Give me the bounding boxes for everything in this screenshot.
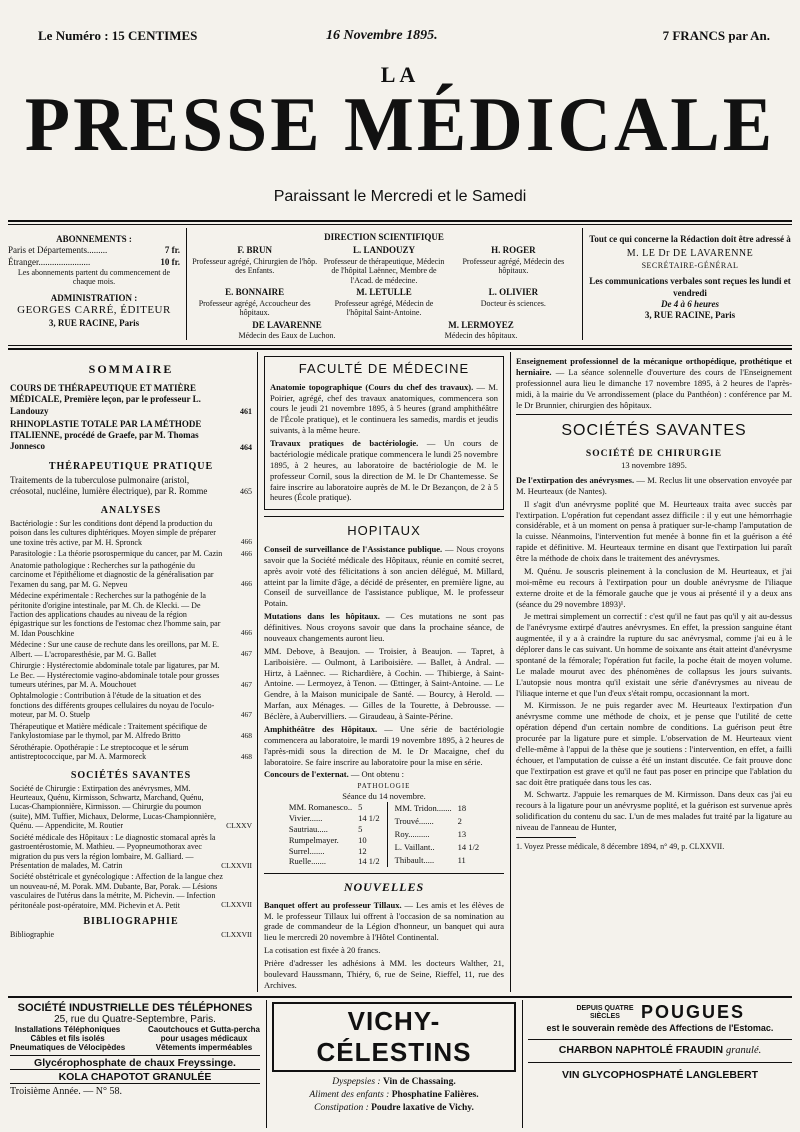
analysis-page: 466 bbox=[240, 537, 252, 547]
middle-column bbox=[264, 356, 504, 993]
right-column bbox=[516, 356, 792, 854]
abonnements-note: Les abonnements partent du commencement de chaque mois. bbox=[17, 267, 171, 287]
analysis-page: 468 bbox=[240, 751, 252, 761]
redaction-line2: Les communications verbales sont reçues les lundi et vendredi bbox=[589, 276, 791, 298]
result-row bbox=[392, 854, 482, 867]
director-card bbox=[192, 320, 382, 341]
nouvelles-section bbox=[264, 873, 504, 990]
result-row bbox=[286, 802, 383, 813]
ad-vichy-title: VICHY-CÉLESTINS bbox=[272, 1002, 516, 1072]
director-card bbox=[192, 245, 317, 285]
ad-glycero: Glycérophosphate de chaux Freyssinge. bbox=[10, 1055, 260, 1069]
societe-text: Société de Chirurgie : Extirpation des anévrysmes, MM. Heurteaux, Quénu, Kirmisson, Schwartz, Marchand, Quénu, Lucas-Championnière, Kirmisson. — Chirurgie du poumon (suite), MM. Tuffier, Michaux, Delorme, Lucas-Championnière, Quénu. — Appendicite, M. Routier bbox=[10, 783, 216, 831]
nouvelles-p1-text: — Les amis et les élèves de M. le professeur Tillaux lui offrent à l'occasion de sa nomination au grade de commandeur de la Légion d'honneur, un banquet qui aura lieu le mercredi 20 novembre à l'Hôtel Continental. bbox=[264, 899, 505, 943]
result-name: MM. Tridon....... bbox=[394, 803, 452, 814]
enseignement-paragraph bbox=[516, 356, 792, 410]
paris-price: 7 fr. bbox=[164, 245, 180, 256]
admin-address: 3, RUE RACINE, Paris bbox=[48, 317, 140, 328]
analysis-text: Médecine : Sur une cause de rechute dans les oreillons, par M. E. Albert. — L'acroparesthésie, par M. G. Ballet bbox=[10, 640, 220, 659]
annual-price: 7 FRANCS par An. bbox=[662, 28, 770, 43]
toc-item bbox=[10, 419, 252, 453]
director-card bbox=[192, 287, 317, 317]
redaction-role: SECRÉTAIRE-GÉNÉRAL bbox=[641, 260, 739, 270]
director-desc: Médecin des Eaux de Luchon. bbox=[238, 330, 336, 340]
issue-price: Le Numéro : 15 CENTIMES bbox=[38, 28, 198, 43]
hopitaux-paragraph: MM. Debove, à Beaujon. — Troisier, à Beaujon. — Tapret, à Lariboisière. — Oulmont, à Lariboisière. — Ballet, à Andral. — Hirtz, à Laënnec. — Richardière, à Cochin. — Thibierge, à Saint-Antoine. — Lermoyez, à Tenon. — Œttinger, à Saint-Antoine. — Le Gendre, à la Maison municipale de Santé. — Bourcy, à Herold. — Marfan, aux Ménages. — Gilles de la Tourette, à Debrousse. — Béclère, à Aubervilliers. — Giraudeau, à Sainte-Périne. bbox=[264, 645, 504, 721]
analysis-text: Médecine expérimentale : Recherches sur la pathogénie de la péritonite d'origine intestinale, par M. Ch. de Klecki. — De l'action des applications chaudes au niveau de la région épigastrique sur les fonctions de l'estomac chez l'homme sain, par M. Idan Pouschkine bbox=[10, 591, 221, 638]
ad-value: Phosphatine Falières. bbox=[391, 1089, 479, 1100]
analysis-item bbox=[10, 640, 252, 659]
analysis-item bbox=[10, 691, 252, 719]
hopitaux-paragraph bbox=[264, 611, 504, 644]
director-desc: Professeur agrégé, Accoucheur des hôpitaux. bbox=[198, 298, 311, 318]
director-desc: Médecin des hôpitaux. bbox=[444, 330, 518, 340]
analysis-text: Chirurgie : Hystérectomie abdominale totale par ligatures, par M. Le Bec. — Hystérectomie vagino-abdominale totale pour grosses tumeurs utérines, par M. A. Mouchouet bbox=[10, 661, 220, 689]
result-name: MM. Romanesco.. bbox=[288, 802, 353, 813]
hopitaux-p1-text: — Nous croyons savoir que la Société médicale des Hôpitaux, réunie en comité secret, après avoir voté des félicitations à son ancien délégué, M. Millard, atteint par la limite d'âge, a décidé de présenter, en première ligne, au Conseil de surveillance de l'assistance publique, M. le professeur Potain. bbox=[264, 543, 505, 609]
hopitaux-p4-title: Amphithéâtre des Hôpitaux. bbox=[264, 723, 378, 734]
result-name: Ruelle....... bbox=[288, 856, 326, 867]
editor-name: GEORGES CARRÉ, ÉDITEUR bbox=[17, 304, 171, 317]
ad-charbon bbox=[528, 1039, 792, 1056]
societe-p1-text: — M. Reclus lit une observation envoyée par M. Heurteaux (de Nantes). bbox=[516, 474, 792, 496]
societe-chirurgie-heading: SOCIÉTÉ DE CHIRURGIE bbox=[585, 448, 723, 459]
societe-text: Société obstétricale et gynécologique : Affection de la langue chez un nouveau-né, M. Porak. MM. Dubante, Bar, Porak. — Lésions vasculaires de l'utérus dans la métrite, M. Pichevin. — Infection péritonéale post-opératoire, MM. Pichevin et A. Petit bbox=[10, 872, 223, 910]
societe-text: Société médicale des Hôpitaux : Le diagnostic stomacal après la gastroentérostomie, M. Mathieu. — Pyopneumothorax avec migration du pus vers la région lombaire, M. Galliard. — Présentation de malades, M. Catrin bbox=[10, 832, 216, 870]
abonnements-box bbox=[8, 234, 180, 329]
analysis-item bbox=[10, 561, 252, 589]
concours-date: Séance du 14 novembre. bbox=[342, 791, 426, 802]
ad-label: Constipation : bbox=[314, 1102, 369, 1113]
faculte-p2-title: Travaux pratiques de bactériologie. bbox=[270, 438, 419, 448]
hopitaux-p1-title: Conseil de surveillance de l'Assistance publique. bbox=[264, 543, 443, 554]
masthead-title: PRESSE MÉDICALE bbox=[24, 81, 776, 169]
divider bbox=[186, 228, 187, 340]
societes-heading: SOCIÉTÉS SAVANTES bbox=[70, 769, 192, 781]
enseignement-title: Enseignement professionnel de la mécanique orthopédique, prothétique et herniaire. bbox=[516, 356, 792, 377]
ad-tel-line: Caoutchoucs et Gutta-percha bbox=[147, 1025, 260, 1034]
biblio-text: Bibliographie bbox=[10, 930, 54, 940]
societe-paragraph: M. Kirmisson. Je ne puis regarder avec M. Heurteaux l'extirpation d'un anévrysme comme une méthode de choix, et je pense que l'utilité de cette opération dépend d'un certain nombre de conditions. La guérison peut être procurée par la ligature pure et simple. L'observation de M. Heurteaux vient d'elle-même à l'appui de la thèse que je soutiens : l'intervention, en effet, a failli échouer, et l'amputation de cuisse a été un instant discutée. Ce fait prouve donc que l'extirpation est grave et qu'il ne faut pas poser en principe que l'ablation du sac doit être pratiquée dans tous les cas. bbox=[516, 700, 792, 787]
divider bbox=[266, 1000, 267, 1128]
societe-item bbox=[10, 833, 252, 871]
result-name: Trouvé....... bbox=[394, 816, 434, 827]
societe-paragraph: M. Schwartz. J'appuie les remarques de M. Kirmisson. Dans deux cas j'ai eu recours à la ligature pour un anévrysme poplité, et la guérison est survenue après solidification du contenu du sac. L'un de mes malades fut traité par la ligature au niveau de l'anneau de Hunter, bbox=[516, 789, 792, 832]
hopitaux-heading: HOPITAUX bbox=[347, 523, 421, 539]
nouvelles-paragraph bbox=[264, 900, 504, 944]
redaction-name: M. LE Dr DE LAVARENNE bbox=[626, 248, 754, 260]
nouvelles-p1-title: Banquet offert au professeur Tillaux. bbox=[264, 899, 402, 910]
result-row bbox=[286, 813, 383, 824]
toc-text: RHINOPLASTIE TOTALE PAR LA MÉTHODE ITALIENNE, procédé de Graefe, par M. Thomas Jonnesco bbox=[10, 418, 202, 452]
result-name: Roy.......... bbox=[394, 829, 430, 840]
analysis-page: 467 bbox=[240, 649, 252, 659]
nouvelles-paragraph: Prière d'adresser les adhésions à MM. les docteurs Walther, 21, boulevard Haussmann, Thiéry, 6, rue de Seine, Rieffel, 11, rue des Archives. bbox=[264, 958, 504, 990]
director-name: F. BRUN bbox=[237, 245, 272, 256]
director-name: DE LAVARENNE bbox=[252, 319, 322, 330]
divider bbox=[582, 228, 583, 340]
footnote-rule bbox=[516, 837, 576, 838]
analysis-item bbox=[10, 519, 252, 547]
biblio-heading: BIBLIOGRAPHIE bbox=[83, 916, 179, 928]
societe-date: 13 novembre 1895. bbox=[621, 460, 687, 470]
divider bbox=[8, 224, 792, 225]
direction-heading: DIRECTION SCIENTIFIQUE bbox=[324, 232, 444, 242]
analysis-page: 467 bbox=[240, 709, 252, 719]
result-score: 14 1/2 bbox=[457, 842, 480, 853]
result-score: 5 bbox=[358, 802, 363, 813]
divider bbox=[387, 802, 388, 867]
analysis-item bbox=[10, 661, 252, 689]
director-card bbox=[321, 287, 446, 317]
analysis-text: Anatomie pathologique : Recherches sur la pathogénie du carcinome et l'épithéliome et diagnostic de la généralisation par l'examen du sang, par M. G. Nepveu bbox=[10, 560, 214, 589]
director-desc: Professeur agrégé, Médecin des hôpitaux. bbox=[462, 256, 565, 276]
societe-page: CLXXV bbox=[226, 820, 252, 830]
biblio-page: CLXXVII bbox=[221, 929, 252, 939]
divider bbox=[8, 348, 792, 350]
hopitaux-paragraph bbox=[264, 544, 504, 609]
etranger-price: 10 fr. bbox=[160, 256, 180, 267]
faculte-paragraph bbox=[270, 382, 498, 436]
enseignement-text: — La séance solennelle d'ouverture des cours de l'Enseignement professionnel aura lieu le dimanche 17 novembre 1895, à 2 heures de l'après-midi, à la mairie du Ve arrondissement (place du Panthéon) : conférence par M. le Dr Brunnier, chirurgien des hôpitaux. bbox=[516, 366, 793, 410]
analysis-text: Parasitologie : La théorie psorospermique du cancer, par M. Cazin bbox=[10, 549, 223, 559]
toc-text: Traitements de la tuberculose pulmonaire (aristol, créosotal, nucléine, lumière électrique), par R. Romme bbox=[10, 474, 208, 496]
hopitaux-paragraph bbox=[264, 724, 504, 768]
ad-vichy bbox=[272, 1002, 516, 1114]
divider bbox=[522, 1000, 523, 1128]
result-name: Rumpelmayer. bbox=[288, 834, 339, 845]
redaction-address: 3, RUE RACINE, Paris bbox=[644, 310, 736, 321]
analysis-page: 468 bbox=[240, 730, 252, 740]
ad-telephones bbox=[10, 1002, 260, 1097]
result-score: 18 bbox=[457, 803, 467, 814]
analysis-text: Bactériologie : Sur les conditions dont dépend la production du poison dans les cultures diphtériques. Moyen simple de préparer une toxine très active, par M. H. Spronck bbox=[10, 519, 216, 547]
hopitaux-p2-title: Mutations dans les hôpitaux. bbox=[264, 611, 380, 622]
admin-heading: ADMINISTRATION : bbox=[50, 292, 138, 303]
director-card bbox=[451, 287, 576, 317]
hopitaux-p5-title: Concours de l'externat. bbox=[264, 769, 349, 780]
therap-heading: THÉRAPEUTIQUE PRATIQUE bbox=[48, 460, 214, 472]
faculte-heading: FACULTÉ DE MÉDECINE bbox=[298, 361, 470, 376]
results-table-left bbox=[286, 802, 383, 867]
paris-label: Paris et Départements......... bbox=[8, 245, 108, 256]
ad-pougues bbox=[528, 1002, 792, 1081]
analyses-heading: ANALYSES bbox=[100, 505, 162, 516]
divider bbox=[510, 352, 511, 992]
redaction-box bbox=[588, 234, 792, 321]
societe-paragraph: Je mettrai simplement un correctif : c'est qu'il ne faut pas qu'il y ait au-dessus de l'anévrysme extirpé d'autres anévrysmes. En effet, la pression sanguine étant augmentée, il y a à craindre la rupture du sac anévrysmal, comme j'ai eu à le déplorer dans le cas suivant. Un homme de soixante ans était atteint d'anévrysme spontané de la fémorale; l'opération fut facile, la poche était de moyen volume. Le malade mourut avec des phénomènes de collapsus les jours suivants. L'autopsie nous montra qu'il existait une série d'anévrysmes au niveau de l'iliaque interne et que l'un d'eux s'était rompu, occasionnant la mort. bbox=[516, 611, 792, 698]
divider bbox=[257, 352, 258, 992]
analysis-item bbox=[10, 743, 252, 762]
societe-p1-title: De l'extirpation des anévrysmes. bbox=[516, 474, 635, 485]
director-card bbox=[321, 245, 446, 285]
director-name: L. OLIVIER bbox=[488, 287, 539, 298]
result-name: L. Vaillant.. bbox=[394, 842, 435, 853]
result-score: 11 bbox=[457, 855, 466, 866]
director-desc: Docteur ès sciences. bbox=[480, 298, 546, 308]
ad-value: Poudre laxative de Vichy. bbox=[371, 1102, 474, 1113]
analysis-page: 467 bbox=[240, 679, 252, 689]
ad-kola: KOLA CHAPOTOT GRANULÉE bbox=[10, 1069, 260, 1083]
ad-tel-line: Pneumatiques de Vélocipèdes bbox=[10, 1043, 126, 1053]
analysis-item bbox=[10, 549, 252, 558]
ad-pougues-title: POUGUES bbox=[640, 1002, 746, 1022]
faculte-box bbox=[264, 356, 504, 510]
etranger-label: Étranger....................... bbox=[8, 256, 91, 267]
director-card bbox=[386, 320, 576, 341]
societes-section bbox=[516, 414, 792, 852]
ad-charbon-suffix: granulé. bbox=[725, 1045, 762, 1056]
director-name: M. LERMOYEZ bbox=[448, 319, 514, 330]
issue-date: 16 Novembre 1895. bbox=[326, 28, 438, 43]
redaction-hours: De 4 à 6 heures bbox=[661, 298, 719, 309]
concours-subheading: PATHOLOGIE bbox=[357, 782, 411, 791]
result-name: Vivier...... bbox=[288, 812, 323, 823]
faculte-p1-text: — M. Poirier, agrégé, chef des travaux anatomiques, commencera son cours le jeudi 21 novembre 1895, à 5 heures (grand amphithéâtre de l'École pratique), et le continuera les samedis, mardis et jeudis suivants, à la même heure. bbox=[270, 381, 499, 436]
result-row bbox=[392, 802, 482, 815]
faculte-p1-title: Anatomie topographique (Cours du chef des travaux). bbox=[270, 381, 474, 392]
result-name: Surrel....... bbox=[288, 845, 325, 856]
ad-tel-title: SOCIÉTÉ INDUSTRIELLE DES TÉLÉPHONES bbox=[17, 1002, 253, 1014]
toc-text: COURS DE THÉRAPEUTIQUE ET MATIÈRE MÉDICALE, Première leçon, par le professeur L. Landouzy bbox=[10, 383, 201, 416]
divider bbox=[8, 345, 792, 346]
divider bbox=[8, 220, 792, 222]
ad-label: Aliment des enfants : bbox=[309, 1089, 390, 1100]
toc-item bbox=[10, 475, 252, 498]
societe-page: CLXXVII bbox=[221, 900, 252, 910]
faculte-paragraph bbox=[270, 438, 498, 503]
masthead-subtitle: Paraissant le Mercredi et le Samedi bbox=[273, 188, 527, 205]
result-row bbox=[286, 856, 383, 867]
analysis-page: 466 bbox=[240, 628, 252, 638]
divider bbox=[8, 996, 792, 998]
nouvelles-paragraph: La cotisation est fixée à 20 francs. bbox=[264, 945, 381, 956]
societe-page: CLXXVII bbox=[221, 860, 252, 870]
sommaire-heading: SOMMAIRE bbox=[88, 362, 174, 376]
analysis-page: 466 bbox=[240, 548, 252, 558]
result-score: 14 1/2 bbox=[358, 812, 380, 823]
result-score: 13 bbox=[457, 829, 467, 840]
societe-item bbox=[10, 784, 252, 831]
ad-tel-line: Câbles et fils isolés bbox=[30, 1034, 105, 1044]
ad-tel-line: Installations Téléphoniques bbox=[14, 1025, 121, 1034]
hopitaux-section bbox=[264, 516, 504, 867]
societe-paragraph: M. Quénu. Je souscris pleinement à la conclusion de M. Heurteaux, et j'ai moi-même eu recours à l'extirpation pour un double anévrysme de l'iliaque externe droite et de la fémorale gauche que je vous ai présenté il y a deux ans (séance du 29 novembre 1893)¹. bbox=[516, 565, 792, 609]
director-name: E. BONNAIRE bbox=[225, 287, 285, 298]
result-score: 10 bbox=[358, 834, 367, 845]
societe-paragraph: Il s'agit d'un anévrysme poplité que M. Heurteaux traita avec succès par l'extirpation. L'opération fut cependant assez difficile : il y eut une hémorrhagie considérable, et à un moment on pensa à pratiquer sur-le-champ l'amputation de la cuisse. Néanmoins, l'intervention fut menée à bonne fin et la guérison a été rapide et définitive. M. Heurteaux termine en disant que l'extirpation lui paraît être la méthode de choix dans le traitement des anévrysmes. bbox=[516, 498, 792, 563]
sommaire-column bbox=[10, 362, 252, 942]
ad-tel-line: Vêtements imperméables bbox=[155, 1043, 253, 1053]
results-table-right bbox=[392, 802, 482, 867]
nouvelles-heading: NOUVELLES bbox=[343, 880, 425, 895]
direction-box bbox=[192, 232, 576, 341]
masthead-article: LA bbox=[380, 62, 420, 87]
ad-pougues-desc: est le souverain remède des Affections de l'Estomac. bbox=[546, 1023, 774, 1033]
toc-page: 465 bbox=[240, 487, 252, 496]
result-name: Thibault..... bbox=[394, 855, 435, 866]
ad-charbon-name: CHARBON NAPHTOLÉ FRAUDIN bbox=[558, 1044, 724, 1056]
hopitaux-p5-text: — Ont obtenu : bbox=[350, 769, 405, 780]
societe-paragraph bbox=[516, 475, 792, 497]
result-row bbox=[286, 846, 383, 857]
analysis-page: 466 bbox=[240, 579, 252, 589]
result-score: 14 1/2 bbox=[358, 856, 380, 867]
concours-results bbox=[264, 802, 504, 867]
ad-tel-line: pour usages médicaux bbox=[160, 1034, 248, 1044]
result-row bbox=[392, 841, 482, 854]
result-score: 5 bbox=[358, 823, 363, 834]
result-score: 2 bbox=[457, 816, 462, 827]
ad-pougues-pre: DEPUIS QUATRE SIÈCLES bbox=[576, 1004, 634, 1020]
toc-page: 461 bbox=[240, 406, 252, 416]
result-row bbox=[286, 824, 383, 835]
hopitaux-paragraph bbox=[264, 769, 504, 780]
director-name: L. LANDOUZY bbox=[352, 245, 415, 256]
director-desc: Professeur agrégé, Médecin de l'hôpital Saint-Antoine. bbox=[334, 298, 434, 318]
director-desc: Professeur de thérapeutique, Médecin de l'hôpital Laënnec, Membre de l'Acad. de médecine. bbox=[323, 256, 445, 285]
biblio-item bbox=[10, 930, 252, 939]
ad-value: Vin de Chassaing. bbox=[382, 1077, 456, 1087]
result-row bbox=[286, 835, 383, 846]
director-name: H. ROGER bbox=[491, 245, 536, 256]
footnote: 1. Voyez Presse médicale, 8 décembre 1894, n° 49, p. CLXXVII. bbox=[516, 841, 725, 851]
analysis-item bbox=[10, 722, 252, 741]
director-card bbox=[451, 245, 576, 285]
analysis-item bbox=[10, 591, 252, 638]
analysis-text: Sérothérapie. Opothérapie : Le streptocoque et le sérum antistreptococcique, par M. A. Marmoreck bbox=[10, 742, 189, 762]
societes-col-heading: SOCIÉTÉS SAVANTES bbox=[561, 422, 747, 440]
toc-item bbox=[10, 383, 252, 417]
toc-page: 464 bbox=[240, 442, 252, 452]
result-name: Sautriau..... bbox=[288, 823, 328, 834]
ad-tel-address: 25, rue du Quatre-Septembre, Paris. bbox=[54, 1014, 216, 1025]
analysis-text: Thérapeutique et Matière médicale : Traitement spécifique de l'ankylostomiase par le thymol, par M. Alfredo Britto bbox=[10, 721, 208, 741]
result-row bbox=[392, 815, 482, 828]
result-score: 12 bbox=[358, 845, 367, 856]
redaction-line1: Tout ce qui concerne la Rédaction doit être adressé à bbox=[589, 234, 791, 244]
result-row bbox=[392, 828, 482, 841]
director-name: M. LETULLE bbox=[356, 287, 412, 298]
ad-vin-glyco: VIN GLYCOPHOSPHATÉ LANGLEBERT bbox=[528, 1062, 792, 1081]
director-desc: Professeur agrégé, Chirurgien de l'hôp. des Enfants. bbox=[192, 256, 318, 276]
abonnements-heading: ABONNEMENTS : bbox=[56, 234, 132, 244]
analysis-text: Ophtalmologie : Contribution à l'étude de la situation et des fonctions des différents groupes cellulaires du noyau de l'oculo-moteur, par M. O. Stuelp bbox=[10, 691, 215, 720]
faculte-p2-text: — Un cours de bactériologie médicale pratique commencera le lundi 25 novembre 1895, à 2 heures, au laboratoire de bactériologie de M. le professeur Cornil, sous la direction de M. le Dr Chantemesse. Se faire inscrire au laboratoire auprès de M. le Dr Bezançon, de 2 à 5 heures (École pratique). bbox=[270, 438, 499, 503]
societe-item bbox=[10, 872, 252, 910]
hopitaux-p4-text: — Une série de bactériologie commencera au laboratoire, le mardi 19 novembre 1895, à 2 heures de l'après-midi sous la direction de M. le Dr Macaigne, chef du laboratoire. Se faire inscrire au laboratoire pour la mise en série. bbox=[264, 723, 505, 767]
ad-label: Dyspepsies : bbox=[332, 1077, 381, 1087]
hopitaux-p2-text: — Ces mutations ne sont pas définitives. Nous croyons savoir que dans la prochaine séance, de nouveaux changements auront lieu. bbox=[264, 611, 504, 643]
issue-number: Troisième Année. — N° 58. bbox=[10, 1083, 260, 1097]
